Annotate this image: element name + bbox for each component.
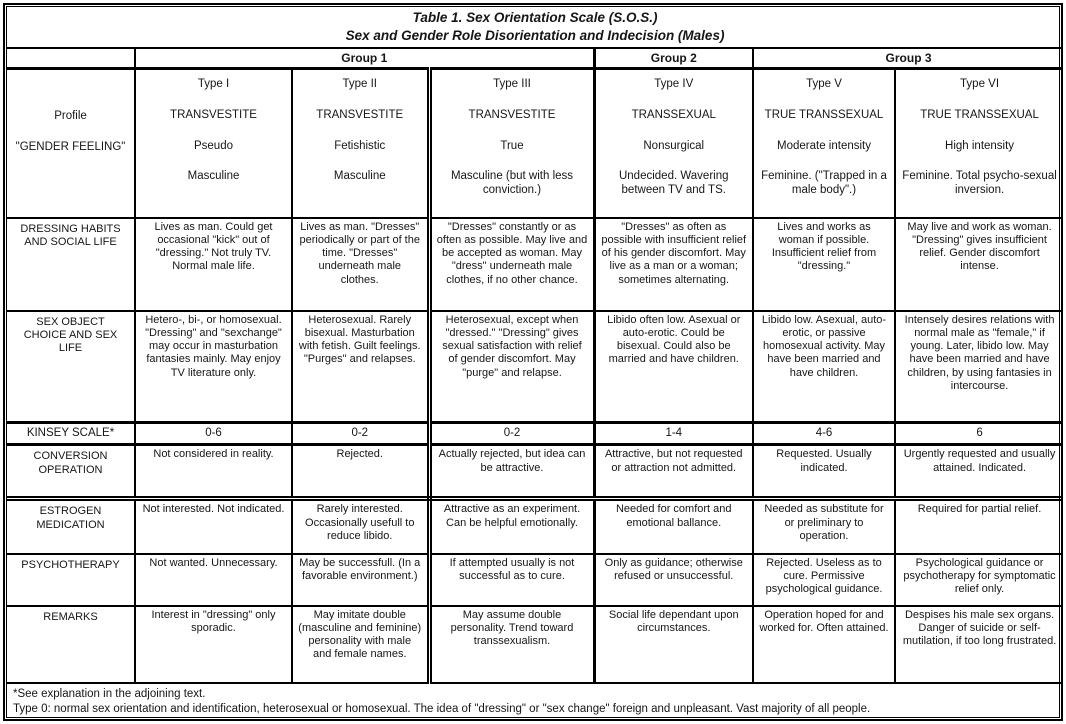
kinsey-cell-type-vi: 6 [895, 423, 1063, 445]
table-title-line2: Sex and Gender Role Disorientation and Indecision (Males) [345, 28, 725, 44]
row-profile [7, 68, 1063, 217]
profile-gender-feeling: Feminine. Total psycho-sexual inversion. [902, 170, 1057, 197]
row-label-line: LIFE [58, 342, 83, 355]
kinsey-cell-type-iv: 1-4 [594, 423, 753, 445]
row-label-kinsey: KINSEY SCALE* [7, 423, 135, 445]
psychotherapy-cell-type-iii: If attempted usually is not successful as to cure. [429, 554, 594, 606]
psychotherapy-cell-type-vi: Psychological guidance or psychotherapy for symptomatic relief only. [895, 554, 1063, 606]
dressing-cell-type-i: Lives as man. Could get occasional "kick" out of "dressing." Not truly TV. Normal male life. [135, 218, 292, 311]
row-group-headers [7, 48, 1063, 68]
footnote-type0: Type 0: normal sex orientation and identification, heterosexual or homosexual. The idea of "dressing" or "sex change" foreign and unpleasant. Vast majority of all people. [13, 703, 871, 716]
row-sex-object-choice [7, 311, 1063, 423]
table-outer-frame [3, 3, 1063, 721]
psychotherapy-cell-type-iv: Only as guidance; otherwise refused or unsuccessful. [594, 554, 753, 606]
remarks-cell-type-v: Operation hoped for and worked for. Often attained. [753, 606, 895, 683]
row-estrogen-medication [7, 499, 1063, 554]
kinsey-cell-type-i: 0-6 [135, 423, 292, 445]
profile-subtype: Fetishistic [334, 139, 386, 152]
profile-cell-type-ii [292, 68, 429, 217]
dressing-cell-type-iii: "Dresses" constantly or as often as possible. May live and be accepted as woman. May "dress" underneath male clothes, if no other chance. [429, 218, 594, 311]
type-header: Type II [342, 77, 378, 90]
kinsey-cell-type-iii: 0-2 [429, 423, 594, 445]
profile-subtype: High intensity [945, 139, 1015, 152]
table-title-line1: Table 1. Sex Orientation Scale (S.O.S.) [412, 10, 658, 25]
type-header: Type IV [654, 77, 694, 90]
sex-object-cell-type-v: Libido low. Asexual, auto-erotic, or passive homosexual activity. May have been married and have children. [753, 311, 895, 423]
row-label-remarks: REMARKS [7, 606, 135, 683]
footnotes [7, 683, 1063, 723]
profile-label: Profile [54, 109, 87, 122]
profile-cell-type-i [135, 68, 292, 217]
type-header: Type I [197, 77, 230, 90]
dressing-cell-type-vi: May live and work as woman. "Dressing" gives insufficient relief. Gender discomfort intense. [895, 218, 1063, 311]
group-header-1: Group 1 [135, 48, 594, 68]
row-label-line: CHOICE AND SEX [23, 329, 118, 342]
row-label-sex-object [7, 311, 135, 423]
profile-gender-feeling: Feminine. ("Trapped in a male body".) [761, 170, 887, 197]
sex-orientation-scale-table [7, 7, 1063, 723]
type-header: Type III [493, 77, 531, 90]
row-label-psychotherapy: PSYCHOTHERAPY [7, 554, 135, 606]
row-conversion-operation [7, 445, 1063, 499]
profile-category: TRANSVESTITE [316, 108, 404, 121]
conversion-cell-type-v: Requested. Usually indicated. [753, 445, 895, 499]
psychotherapy-cell-type-v: Rejected. Useless as to cure. Permissive psychological guidance. [753, 554, 895, 606]
row-label-line: AND SOCIAL LIFE [24, 236, 117, 249]
table-inner-frame [6, 6, 1060, 718]
row-label-line: CONVERSION [33, 450, 108, 463]
sex-object-cell-type-iii: Heterosexual, except when "dressed." "Dressing" gives sexual satisfaction with relief of gender discomfort. May "purge" and relapse. [429, 311, 594, 423]
conversion-cell-type-iv: Attractive, but not requested or attraction not admitted. [594, 445, 753, 499]
sex-object-cell-type-vi: Intensely desires relations with normal male as "female," if young. Later, libido low. May have been married and have children, by using fantasies in intercourse. [895, 311, 1063, 423]
remarks-cell-type-iii: May assume double personality. Trend toward transsexualism. [429, 606, 594, 683]
estrogen-cell-type-vi: Required for partial relief. [895, 499, 1063, 554]
profile-subtype: Nonsurgical [643, 139, 705, 152]
row-remarks [7, 606, 1063, 683]
row-label-profile [7, 68, 135, 217]
estrogen-cell-type-iii: Attractive as an experiment. Can be helpful emotionally. [429, 499, 594, 554]
profile-cell-type-iv [594, 68, 753, 217]
profile-gender-feeling: Masculine (but with less conviction.) [450, 170, 574, 197]
profile-cell-type-iii [429, 68, 594, 217]
row-dressing-habits [7, 218, 1063, 311]
table-title [7, 7, 1063, 48]
row-footnotes [7, 683, 1063, 723]
group-header-3: Group 3 [753, 48, 1063, 68]
row-label-line: MEDICATION [36, 518, 105, 531]
profile-category: TRANSVESTITE [170, 108, 257, 121]
row-label-line: SEX OBJECT [36, 315, 105, 328]
row-label-dressing [7, 218, 135, 311]
kinsey-cell-type-v: 4-6 [753, 423, 895, 445]
remarks-cell-type-i: Interest in "dressing" only sporadic. [135, 606, 292, 683]
sex-object-cell-type-i: Hetero-, bi-, or homosexual. "Dressing" and "sexchange" may occur in masturbation fantasies mainly. May enjoy TV literature only. [135, 311, 292, 423]
profile-gender-feeling: Masculine [187, 170, 240, 183]
dressing-cell-type-ii: Lives as man. "Dresses" periodically or part of the time. "Dresses" underneath male clothes. [292, 218, 429, 311]
sex-object-cell-type-iv: Libido often low. Asexual or auto-erotic. Could be bisexual. Could also be married and have children. [594, 311, 753, 423]
gender-feeling-label: "GENDER FEELING" [15, 140, 126, 153]
conversion-cell-type-iii: Actually rejected, but idea can be attractive. [429, 445, 594, 499]
type-header: Type V [806, 77, 842, 90]
row-title [7, 7, 1063, 48]
estrogen-cell-type-iv: Needed for comfort and emotional ballance. [594, 499, 753, 554]
conversion-cell-type-i: Not considered in reality. [135, 445, 292, 499]
row-psychotherapy [7, 554, 1063, 606]
profile-gender-feeling: Undecided. Wavering between TV and TS. [618, 170, 729, 197]
profile-subtype: True [500, 139, 524, 152]
conversion-cell-type-vi: Urgently requested and usually attained. Indicated. [895, 445, 1063, 499]
estrogen-cell-type-ii: Rarely interested. Occasionally usefull to reduce libido. [292, 499, 429, 554]
conversion-cell-type-ii: Rejected. [292, 445, 429, 499]
type-header: Type VI [960, 77, 1000, 90]
dressing-cell-type-iv: "Dresses" as often as possible with insufficient relief of his gender discomfort. May live as a man or a woman; sometimes alternating. [594, 218, 753, 311]
psychotherapy-cell-type-ii: May be successfull. (In a favorable environment.) [292, 554, 429, 606]
row-kinsey-scale [7, 423, 1063, 445]
estrogen-cell-type-i: Not interested. Not indicated. [135, 499, 292, 554]
profile-cell-type-vi [895, 68, 1063, 217]
sex-object-cell-type-ii: Heterosexual. Rarely bisexual. Masturbation with fetish. Guilt feelings. "Purges" and relapses. [292, 311, 429, 423]
profile-subtype: Moderate intensity [777, 139, 871, 152]
profile-category: TRANSVESTITE [468, 108, 556, 121]
row-label-conversion [7, 445, 135, 499]
row-label-line: OPERATION [38, 463, 103, 476]
profile-cell-type-v [753, 68, 895, 217]
remarks-cell-type-ii: May imitate double (masculine and feminine) personality with male and female names. [292, 606, 429, 683]
row-label-estrogen [7, 499, 135, 554]
group-header-empty [7, 48, 135, 68]
footnote-asterisk: *See explanation in the adjoining text. [13, 687, 206, 700]
row-label-line: DRESSING HABITS [20, 222, 121, 235]
remarks-cell-type-vi: Despises his male sex organs. Danger of suicide or self-mutilation, if too long frustrated. [895, 606, 1063, 683]
profile-subtype: Pseudo [193, 139, 233, 152]
remarks-cell-type-iv: Social life dependant upon circumstances. [594, 606, 753, 683]
dressing-cell-type-v: Lives and works as woman if possible. Insufficient relief from "dressing." [753, 218, 895, 311]
group-header-2: Group 2 [594, 48, 753, 68]
profile-gender-feeling: Masculine [333, 170, 386, 183]
psychotherapy-cell-type-i: Not wanted. Unnecessary. [135, 554, 292, 606]
profile-category: TRUE TRANSSEXUAL [920, 108, 1039, 121]
profile-category: TRANSSEXUAL [631, 108, 716, 121]
profile-category: TRUE TRANSSEXUAL [764, 108, 884, 121]
estrogen-cell-type-v: Needed as substitute for or preliminary to operation. [753, 499, 895, 554]
row-label-line: ESTROGEN [39, 505, 102, 518]
kinsey-cell-type-ii: 0-2 [292, 423, 429, 445]
